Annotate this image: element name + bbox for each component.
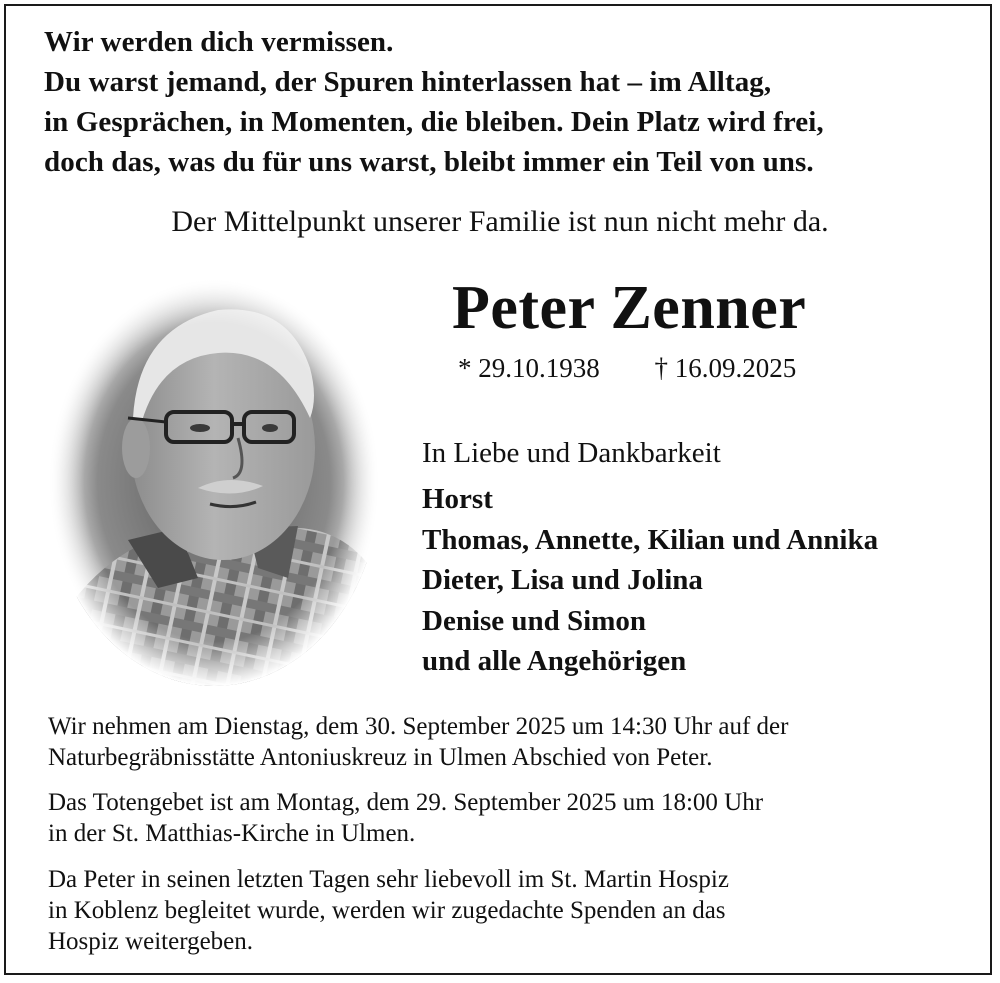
poem-line: Du warst jemand, der Spuren hinterlassen hat – im Alltag, xyxy=(44,66,772,98)
mourner-name: Thomas, Annette, Kilian und Annika xyxy=(422,523,879,556)
farewell-line: Wir nehmen am Dienstag, dem 30. September 2025 um 14:30 Uhr auf der xyxy=(48,713,789,740)
life-dates xyxy=(458,350,796,386)
farewell-info xyxy=(48,711,968,773)
poem-line: doch das, was du für uns warst, bleibt immer ein Teil von uns. xyxy=(44,146,814,178)
subline: Der Mittelpunkt unserer Familie ist nun nicht mehr da. xyxy=(171,205,829,238)
portrait-illustration xyxy=(48,278,380,686)
mourner-name: und alle Angehörigen xyxy=(422,645,687,677)
mourner-name: Dieter, Lisa und Jolina xyxy=(422,564,703,596)
mourner-name: Horst xyxy=(422,483,493,515)
poem-line: in Gesprächen, in Momenten, die bleiben. Dein Platz wird frei, xyxy=(44,106,824,138)
birth-date: * 29.10.1938 xyxy=(458,353,600,383)
death-date: † 16.09.2025 xyxy=(654,353,797,383)
poem-line: Wir werden dich vermissen. xyxy=(44,26,394,58)
prayer-line: Das Totengebet ist am Montag, dem 29. September 2025 um 18:00 Uhr xyxy=(48,789,764,816)
deceased-name: Peter Zenner xyxy=(452,274,807,342)
farewell-line: Naturbegräbnisstätte Antoniuskreuz in Ulmen Abschied von Peter. xyxy=(48,744,713,771)
donation-info xyxy=(48,864,968,957)
poem xyxy=(44,22,964,182)
donation-line: in Koblenz begleitet wurde, werden wir zugedachte Spenden an das xyxy=(48,897,726,924)
donation-line: Da Peter in seinen letzten Tagen sehr liebevoll im St. Martin Hospiz xyxy=(48,866,729,893)
mourners-block xyxy=(422,434,982,682)
portrait-photo xyxy=(48,278,380,686)
prayer-line: in der St. Matthias-Kirche in Ulmen. xyxy=(48,820,416,847)
mourners-intro: In Liebe und Dankbarkeit xyxy=(422,437,721,469)
donation-line: Hospiz weitergeben. xyxy=(48,928,254,955)
prayer-info xyxy=(48,787,968,849)
mourner-name: Denise und Simon xyxy=(422,604,647,637)
